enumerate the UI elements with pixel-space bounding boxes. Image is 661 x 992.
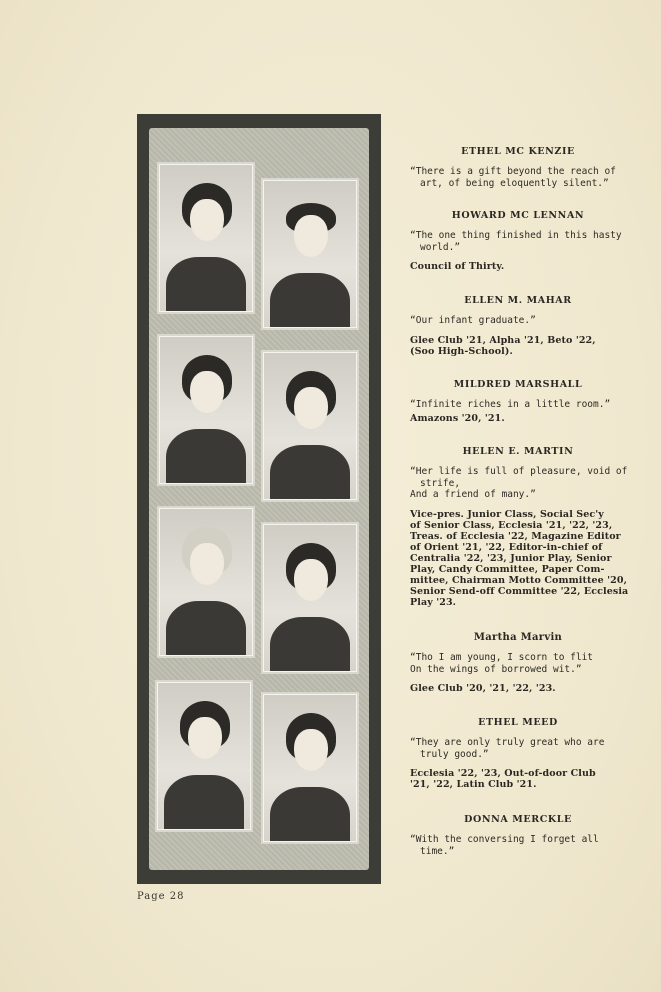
entry-quote [410,399,626,411]
quote-line: “With the conversing I forget all [410,834,599,845]
entry-quote [410,166,626,189]
activities-line: Council of Thirty. [410,261,505,272]
quote-line: world.” [420,241,461,253]
entry-activities [410,335,626,357]
entry-quote [410,652,626,675]
entry-quote [410,737,626,760]
activities-line: Amazons '20, '21. [410,412,505,424]
portrait-ethel-mc-kenzie [159,164,253,312]
entry-ethel-mc-kenzie [410,146,626,189]
entry-activities [410,261,626,272]
entry-quote [410,315,626,327]
activities-line: Centralia '22, '23, Junior Play, Senior [410,552,612,564]
entry-name: ETHEL MC KENZIE [461,146,575,157]
entry-activities [410,508,629,608]
entry-name: Martha Marvin [473,632,563,643]
entry-quote [410,834,626,857]
entry-ellen-mahar [410,295,626,357]
activities-line: '21, '22, Latin Club '21. [410,779,537,790]
quote-line: “There is a gift beyond the reach of [410,166,616,177]
entry-helen-martin [410,446,629,608]
entry-quote [410,230,626,253]
activities-line: of Orient '21, '22, Editor-in-chief of [410,541,603,553]
entry-activities [410,683,626,694]
quote-line: And a friend of many.” [410,489,536,500]
quote-line: “They are only truly great who are [410,737,605,748]
entry-donna-merckle [410,814,626,857]
entry-ethel-meed [410,717,626,790]
entry-mildred-marshall [410,379,626,424]
activities-line: Play '23. [410,596,457,608]
activities-line: Treas. of Ecclesia '22, Magazine Editor [410,530,621,542]
portrait-martha-marvin [263,524,357,672]
activities-line: of Senior Class, Ecclesia '21, '22, '23, [410,519,613,531]
portrait-helen-martin [159,508,253,656]
quote-line: “Our infant graduate.” [410,315,536,326]
activities-line: Vice-pres. Junior Class, Social Sec'y [410,508,604,520]
entry-name: HOWARD MC LENNAN [451,210,585,221]
quote-line: “Tho I am young, I scorn to flit [410,652,594,663]
portrait-panel [137,114,381,884]
entry-name: ELLEN M. MAHAR [464,295,572,306]
quote-line: strife, [420,477,461,489]
quote-line: “Infinite riches in a little room.” [410,399,611,410]
activities-line: mittee, Chairman Motto Committee '20, [410,574,627,586]
portrait-donna-merckle [263,694,357,842]
activities-line: Ecclesia '22, '23, Out-of-door Club [410,768,596,779]
quote-line: art, of being eloquently silent.” [420,177,609,189]
portrait-mildred-marshall [263,352,357,500]
quote-line: “The one thing finished in this hasty [410,230,622,241]
quote-line: “Her life is full of pleasure, void of [410,466,628,477]
entry-name: ETHEL MEED [478,717,558,728]
portrait-howard-mc-lennan [263,180,357,328]
entry-quote [410,466,626,501]
entry-name: DONNA MERCKLE [464,814,572,825]
activities-line: Glee Club '21, Alpha '21, Beto '22, [410,334,596,346]
quote-line: truly good.” [420,748,489,760]
page-number: Page 28 [137,891,185,902]
entry-activities [410,413,626,424]
quote-line: On the wings of borrowed wit.” [410,663,582,675]
entry-howard-mc-lennan [410,210,626,272]
entry-name: HELEN E. MARTIN [462,446,574,457]
entry-activities [410,768,626,790]
activities-line: Glee Club '20, '21, '22, '23. [410,683,556,694]
activities-line: (Soo High-School). [410,345,513,357]
entry-martha-marvin [410,632,626,694]
activities-line: Play, Candy Committee, Paper Com- [410,563,605,575]
activities-line: Senior Send-off Committee '22, Ecclesia [410,585,629,597]
portrait-ethel-meed [157,682,251,830]
entry-name: MILDRED MARSHALL [453,379,583,390]
quote-line: time.” [420,845,455,857]
portrait-ellen-mahar [159,336,253,484]
